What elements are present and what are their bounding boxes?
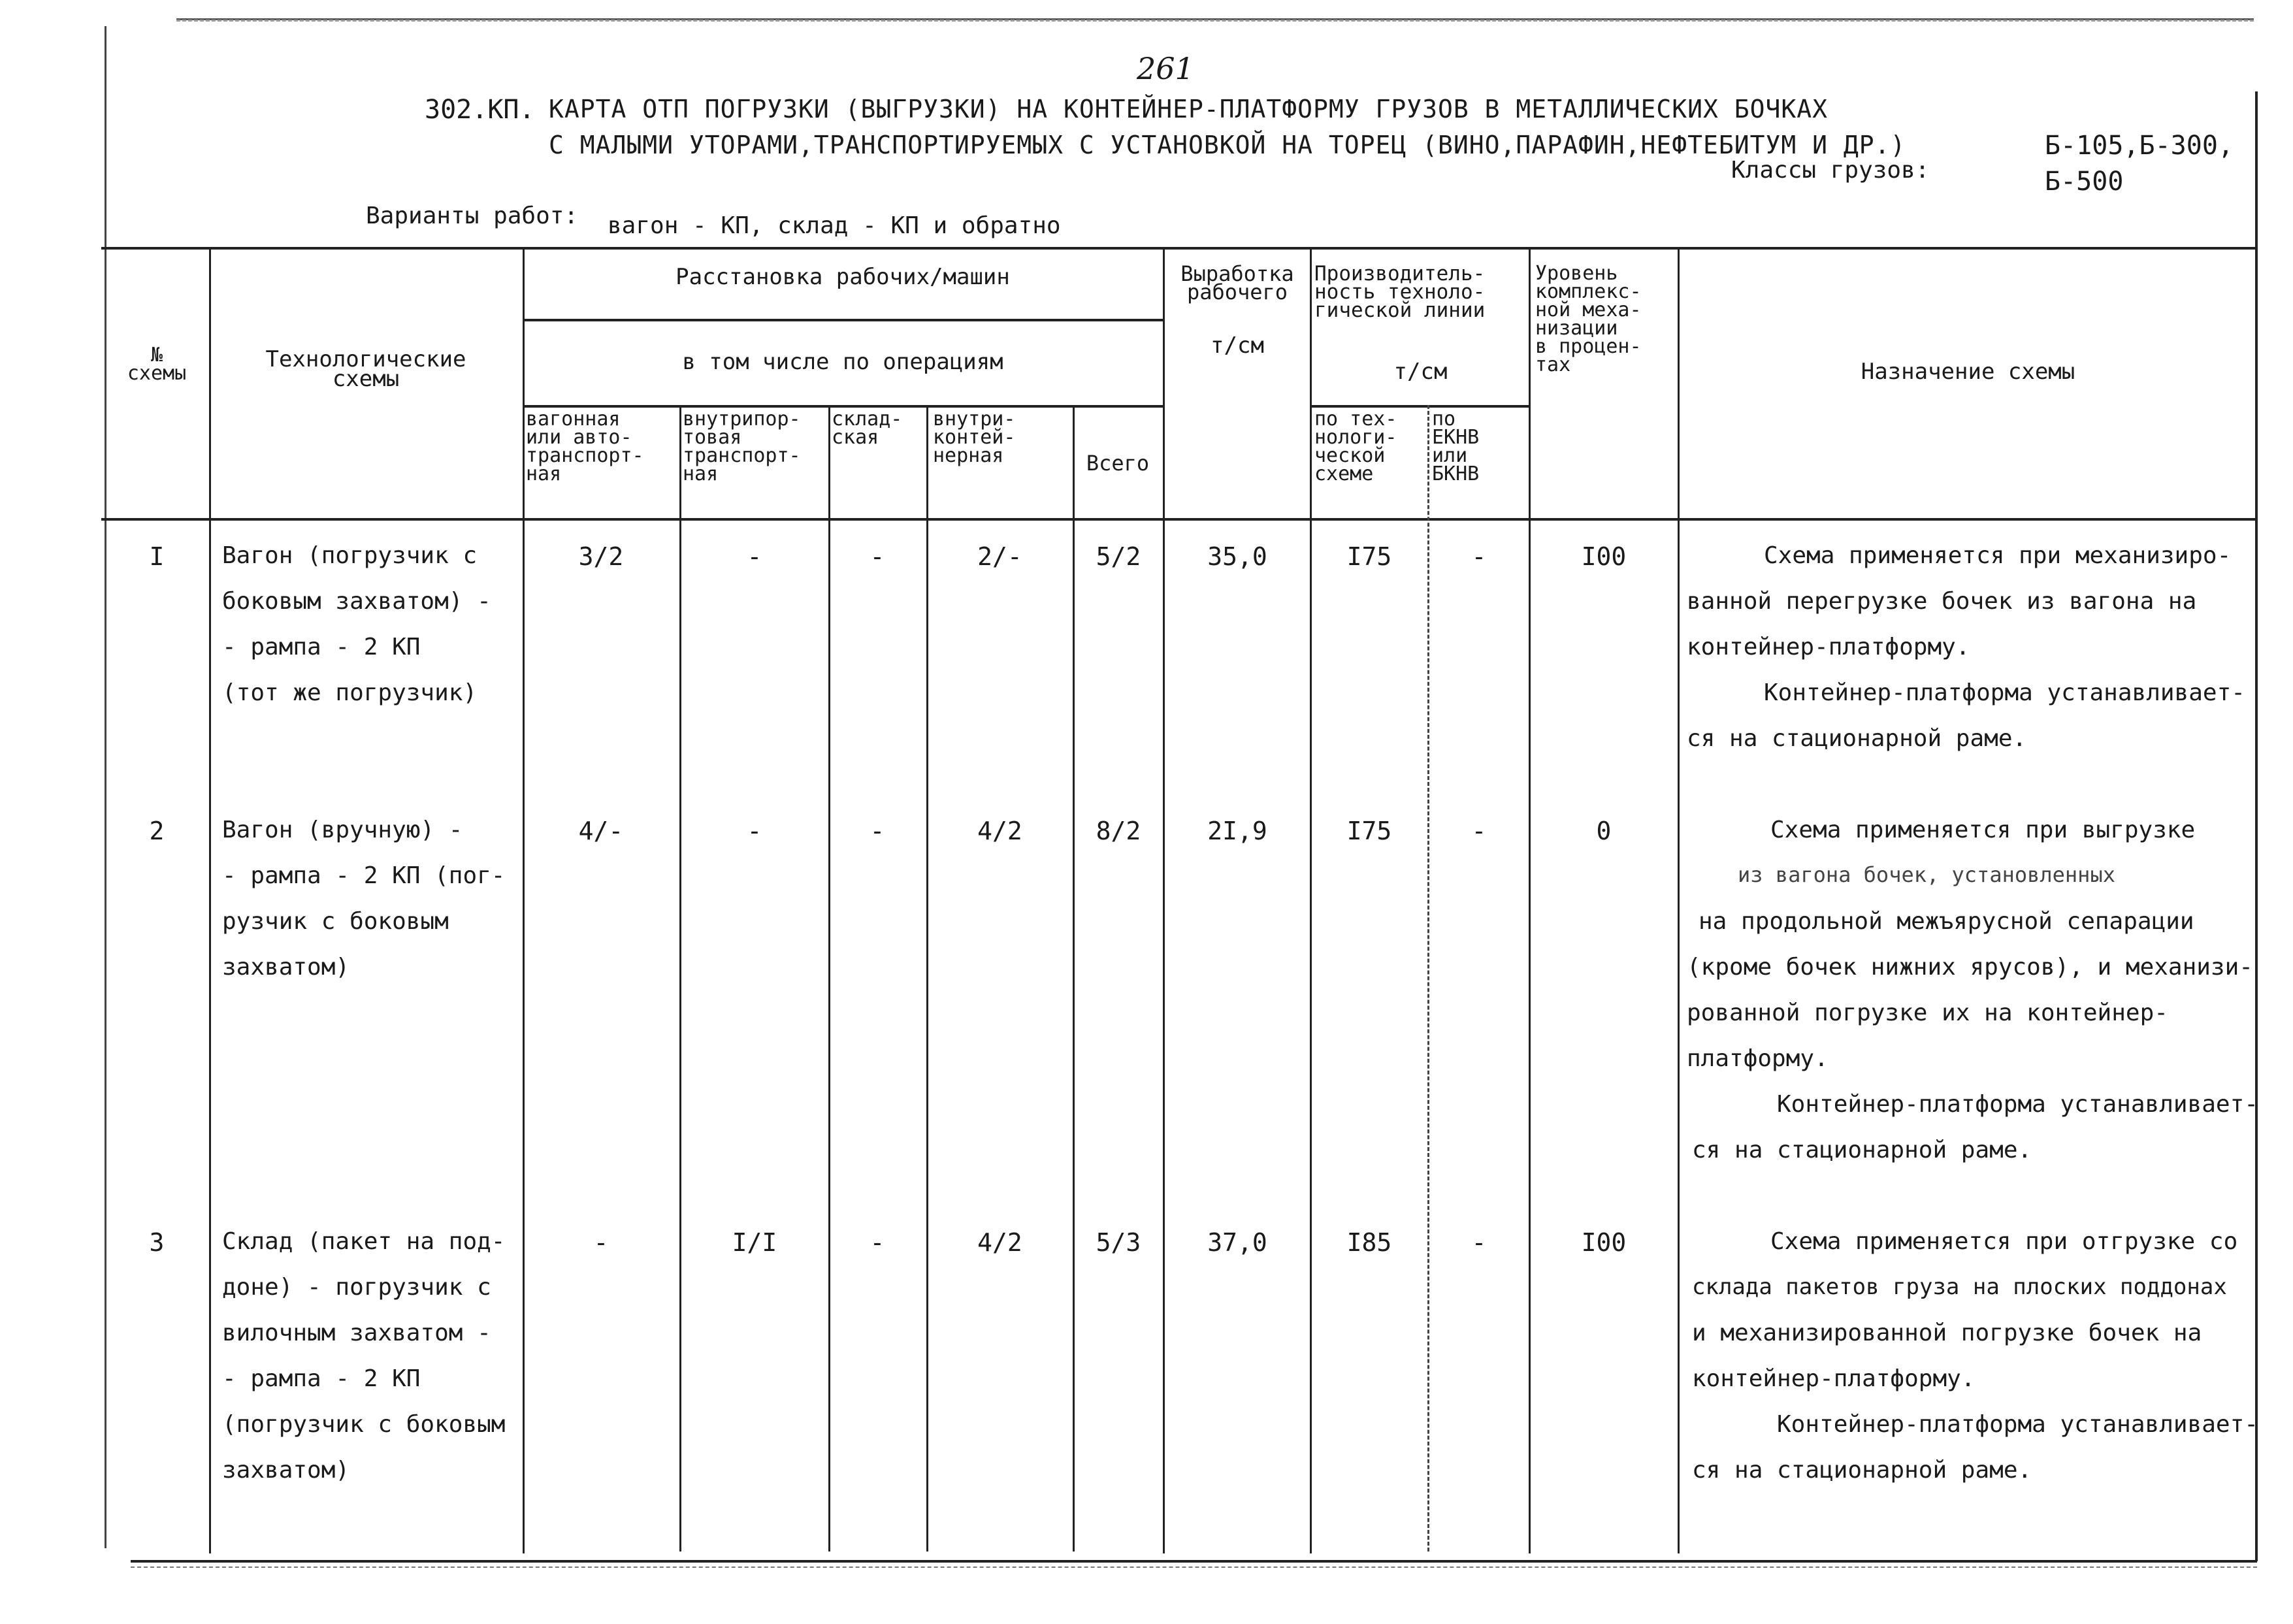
header-mech-line: Уровень bbox=[1535, 262, 1618, 285]
scheme-line: Склад (пакет на под- bbox=[222, 1228, 506, 1255]
col-sep-productivity bbox=[1529, 247, 1531, 1553]
page-number: 261 bbox=[1137, 51, 1194, 86]
header-mech-line: низации bbox=[1535, 317, 1618, 340]
cargo-classes-value-1: Б-105,Б-300, bbox=[2045, 131, 2234, 161]
purpose-line: Контейнер-платформа устанавливает- bbox=[1764, 679, 2245, 706]
header-op-wagon bbox=[526, 410, 676, 483]
header-op-line: внутрипор- bbox=[683, 408, 801, 430]
cell-total: 5/2 bbox=[1096, 542, 1141, 571]
cell-intracontainer: 4/2 bbox=[977, 817, 1022, 845]
purpose-line: и механизированной погрузке бочек на bbox=[1692, 1320, 2202, 1346]
col-sep-wagon bbox=[679, 405, 681, 1551]
header-op-line: ная bbox=[683, 463, 719, 485]
cell-warehouse: - bbox=[870, 1228, 885, 1257]
purpose-line: платформу. bbox=[1687, 1045, 1829, 1072]
header-prod-by-scheme bbox=[1314, 410, 1425, 483]
header-num-line: № bbox=[150, 344, 163, 366]
purpose-line: ванной перегрузке бочек из вагона на bbox=[1687, 588, 2197, 615]
document-code: 302.КП. bbox=[425, 95, 535, 125]
cell-total: 8/2 bbox=[1096, 817, 1141, 845]
header-prod-line: по bbox=[1432, 408, 1456, 430]
purpose-line: склада пакетов груза на плоских поддонах bbox=[1692, 1274, 2227, 1300]
header-output-line: Выработка bbox=[1180, 261, 1294, 286]
purpose-line: Контейнер-платформа устанавливает- bbox=[1777, 1091, 2258, 1118]
col-sep-intraport bbox=[828, 405, 830, 1551]
cell-intraport: - bbox=[747, 817, 762, 845]
header-op-intraport bbox=[683, 410, 826, 483]
col-sep-output bbox=[1310, 247, 1312, 1553]
header-output-unit: т/см bbox=[1211, 333, 1264, 359]
header-op-line: транспорт- bbox=[526, 444, 644, 467]
purpose-line: рованной погрузке их на контейнер- bbox=[1687, 999, 2168, 1026]
purpose-line: Схема применяется при выгрузке bbox=[1770, 817, 2196, 843]
col-sep-mech bbox=[1678, 247, 1680, 1553]
right-border bbox=[2255, 91, 2258, 1561]
header-op-line: ская bbox=[832, 426, 879, 449]
scheme-line: вилочным захватом - bbox=[222, 1320, 491, 1346]
title-line-1: КАРТА ОТП ПОГРУЗКИ (ВЫГРУЗКИ) НА КОНТЕЙНЕР-ПЛАТФОРМУ ГРУЗОВ В МЕТАЛЛИЧЕСКИХ БОЧКАХ bbox=[549, 95, 1828, 123]
header-productivity-line: гической линии bbox=[1314, 299, 1486, 322]
header-prod-line: схеме bbox=[1314, 463, 1374, 485]
header-prod-line: нологи- bbox=[1314, 426, 1397, 449]
cell-output: 37,0 bbox=[1207, 1228, 1267, 1257]
cell-intraport: - bbox=[747, 542, 762, 571]
title-line-2: С МАЛЫМИ УТОРАМИ,ТРАНСПОРТИРУЕМЫХ С УСТАНОВКОЙ НА ТОРЕЦ (ВИНО,ПАРАФИН,НЕФТЕБИТУМ И ДР.) bbox=[549, 131, 1906, 159]
header-op-warehouse bbox=[832, 410, 923, 447]
header-op-line: склад- bbox=[832, 408, 903, 430]
header-purpose: Назначение схемы bbox=[1861, 359, 2075, 385]
purpose-line: Схема применяется при механизиро- bbox=[1764, 542, 2232, 569]
cell-warehouse: - bbox=[870, 542, 885, 571]
header-mech-line: ной меха- bbox=[1535, 299, 1642, 321]
header-op-line: контей- bbox=[933, 426, 1016, 449]
cell-warehouse: - bbox=[870, 817, 885, 845]
scheme-line: Вагон (погрузчик с bbox=[222, 542, 478, 569]
cell-mech: I00 bbox=[1581, 1228, 1627, 1257]
cell-mech: 0 bbox=[1596, 817, 1612, 845]
cell-intracontainer: 2/- bbox=[977, 542, 1022, 571]
header-op-line: внутри- bbox=[933, 408, 1016, 430]
purpose-line: на продольной межъярусной сепарации bbox=[1699, 908, 2194, 935]
cell-prod-scheme: I85 bbox=[1346, 1228, 1392, 1257]
header-op-line: товая bbox=[683, 426, 742, 449]
header-output-line: рабочего bbox=[1186, 280, 1288, 304]
header-num-line: схемы bbox=[127, 362, 187, 385]
header-productivity-unit: т/см bbox=[1393, 359, 1448, 385]
header-num bbox=[108, 346, 206, 383]
cargo-classes-label: Классы грузов: bbox=[1731, 157, 1930, 184]
col-sep-scheme bbox=[523, 247, 525, 1553]
header-mech-line: тах bbox=[1535, 353, 1571, 376]
scheme-line: - рампа - 2 КП bbox=[222, 634, 421, 660]
cargo-classes-value-2: Б-500 bbox=[2045, 167, 2124, 197]
header-productivity bbox=[1314, 262, 1527, 322]
row-num: 2 bbox=[149, 817, 165, 845]
col-sep-num bbox=[209, 247, 211, 1553]
header-mechanization bbox=[1535, 262, 1676, 376]
scheme-line: - рампа - 2 КП (пог- bbox=[222, 862, 506, 889]
purpose-line: ся на стационарной раме. bbox=[1692, 1457, 2032, 1484]
cell-prod-ekhnv: - bbox=[1471, 1228, 1487, 1257]
cell-prod-ekhnv: - bbox=[1471, 542, 1487, 571]
header-mech-line: в процен- bbox=[1535, 335, 1642, 358]
purpose-line: ся на стационарной раме. bbox=[1692, 1137, 2032, 1163]
header-placement: Расстановка рабочих/машин bbox=[675, 264, 1010, 290]
col-sep-warehouse bbox=[926, 405, 928, 1551]
header-op-line: ная bbox=[526, 463, 562, 485]
header-productivity-line: ность техноло- bbox=[1314, 280, 1486, 304]
header-output bbox=[1166, 261, 1309, 304]
cell-total: 5/3 bbox=[1096, 1228, 1141, 1257]
header-bottom-line bbox=[101, 518, 2257, 521]
scheme-line: захватом) bbox=[222, 954, 350, 981]
col-sep-total bbox=[1163, 247, 1165, 1553]
cell-wagon: - bbox=[593, 1228, 609, 1257]
header-scheme-line: Технологические bbox=[265, 346, 466, 372]
cell-wagon: 3/2 bbox=[578, 542, 624, 571]
row-num: 3 bbox=[149, 1228, 165, 1257]
cell-output: 35,0 bbox=[1207, 542, 1267, 571]
cell-output: 2I,9 bbox=[1207, 817, 1267, 845]
header-scheme bbox=[212, 346, 519, 392]
scheme-line: доне) - погрузчик с bbox=[222, 1274, 491, 1301]
cell-intracontainer: 4/2 bbox=[977, 1228, 1022, 1257]
header-line-placement bbox=[523, 319, 1163, 321]
purpose-line: контейнер-платформу. bbox=[1687, 634, 1970, 660]
scheme-line: боковым захватом) - bbox=[222, 588, 491, 615]
cell-intraport: I/I bbox=[732, 1228, 777, 1257]
header-productivity-line: Производитель- bbox=[1314, 262, 1486, 285]
scheme-line: - рампа - 2 КП bbox=[222, 1365, 421, 1392]
header-op-total: Всего bbox=[1086, 451, 1150, 476]
header-mech-line: комплекс- bbox=[1535, 280, 1642, 303]
purpose-line: Схема применяется при отгрузке со bbox=[1770, 1228, 2238, 1255]
scheme-line: Вагон (вручную) - bbox=[222, 817, 463, 843]
cell-prod-scheme: I75 bbox=[1346, 542, 1392, 571]
bottom-border-dash bbox=[131, 1567, 2257, 1568]
left-border bbox=[105, 26, 106, 1548]
scheme-line: захватом) bbox=[222, 1457, 350, 1484]
header-op-line: вагонная bbox=[526, 408, 621, 430]
work-variants-value: вагон - КП, склад - КП и обратно bbox=[608, 212, 1061, 239]
table-top-line bbox=[101, 247, 2257, 250]
purpose-line: (кроме бочек нижних ярусов), и механизи- bbox=[1687, 954, 2253, 981]
top-border-dash bbox=[176, 20, 2254, 22]
row-num: I bbox=[149, 542, 165, 571]
header-prod-by-ekhnv bbox=[1432, 410, 1527, 483]
header-prod-line: по тех- bbox=[1314, 408, 1397, 430]
purpose-line: контейнер-платформу. bbox=[1692, 1365, 1976, 1392]
cell-prod-scheme: I75 bbox=[1346, 817, 1392, 845]
scheme-line: (тот же погрузчик) bbox=[222, 679, 478, 706]
purpose-line: ся на стационарной раме. bbox=[1687, 725, 2027, 752]
header-prod-line: ЕКНВ bbox=[1432, 426, 1480, 449]
cell-wagon: 4/- bbox=[578, 817, 624, 845]
header-op-line: транспорт- bbox=[683, 444, 801, 467]
header-by-operation: в том числе по операциям bbox=[682, 349, 1003, 375]
purpose-line: из вагона бочек, установленных bbox=[1738, 862, 2115, 887]
purpose-line: Контейнер-платформа устанавливает- bbox=[1777, 1411, 2258, 1438]
col-sep-prod bbox=[1427, 405, 1429, 1551]
header-prod-line: или bbox=[1432, 444, 1468, 467]
header-scheme-line: схемы bbox=[332, 366, 400, 392]
cell-mech: I00 bbox=[1581, 542, 1627, 571]
header-op-line: или авто- bbox=[526, 426, 632, 449]
header-op-intracontainer bbox=[933, 410, 1070, 465]
scheme-line: (погрузчик с боковым bbox=[222, 1411, 506, 1438]
header-prod-line: БКНВ bbox=[1432, 463, 1480, 485]
header-op-line: нерная bbox=[933, 444, 1004, 467]
bottom-border bbox=[131, 1560, 2257, 1563]
work-variants-label: Варианты работ: bbox=[366, 203, 579, 229]
col-sep-intracontainer bbox=[1073, 405, 1075, 1551]
cell-prod-ekhnv: - bbox=[1471, 817, 1487, 845]
header-prod-line: ческой bbox=[1314, 444, 1386, 467]
scheme-line: рузчик с боковым bbox=[222, 908, 449, 935]
